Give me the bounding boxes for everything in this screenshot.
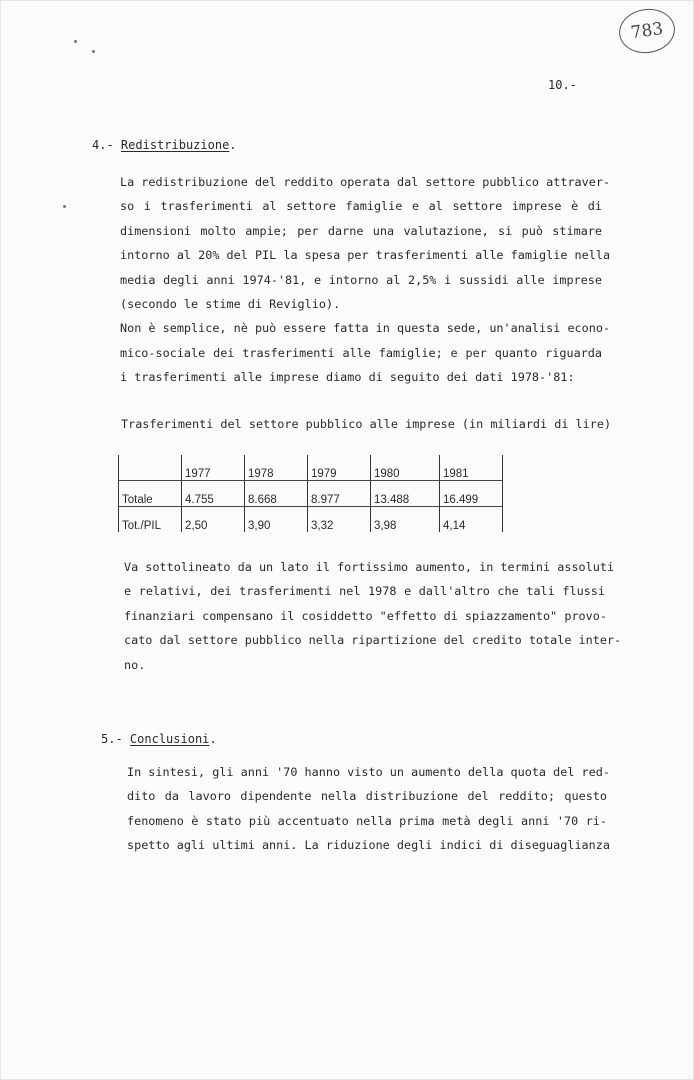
section-number: 4.- <box>92 138 114 152</box>
section-title: Conclusioni <box>129 732 210 746</box>
table-cell: 8.977 <box>308 481 371 507</box>
table-header-cell: 1979 <box>308 455 371 481</box>
text-line: dimensioni molto ampie; per darne una valutazione, si può stimare <box>120 223 602 238</box>
table-cell <box>119 455 182 481</box>
table-row <box>119 481 504 507</box>
table-row <box>119 507 504 533</box>
table-cell: 2,50 <box>182 507 245 533</box>
section-number: 5.- <box>101 732 123 746</box>
section-4-body <box>120 170 611 390</box>
text-line: fenomeno è stato più accentuato nella prima metà degli anni '70 ri- <box>127 813 607 828</box>
section-heading-4: 4.- Redistribuzione. <box>92 138 237 152</box>
table-caption: Trasferimenti del settore pubblico alle imprese (in miliardi di lire) <box>121 417 612 431</box>
table-cell: 4,14 <box>440 507 503 533</box>
section-heading-5: 5.- Conclusioni. <box>101 732 217 746</box>
table-header-cell: 1978 <box>245 455 308 481</box>
table-header-row <box>119 455 504 481</box>
section-title: Redistribuzione <box>120 138 230 152</box>
text-line: (secondo le stime di Reviglio). <box>120 297 341 312</box>
text-line: finanziari compensano il cosiddetto "effetto di spiazzamento" provo- <box>124 608 607 623</box>
text-line: cato dal settore pubblico nella ripartizione del credito totale inter- <box>124 633 622 648</box>
text-line: no. <box>124 657 146 672</box>
table-header-cell: 1980 <box>371 455 440 481</box>
text-line: In sintesi, gli anni '70 hanno visto un aumento della quota del red- <box>127 765 610 779</box>
table-row-label: Tot./PIL <box>119 507 182 533</box>
text-line: e relativi, dei trasferimenti nel 1978 e dall'altro che tali flussi <box>124 584 605 599</box>
table-header-cell: 1977 <box>182 455 245 481</box>
stamp-number: 783 <box>629 18 665 44</box>
text-line: La redistribuzione del reddito operata dal settore pubblico attraver- <box>120 175 611 189</box>
table-cell: 3,98 <box>371 507 440 533</box>
text-line: Va sottolineato da un lato il fortissimo aumento, in termini assoluti <box>124 560 615 574</box>
text-line: Non è semplice, nè può essere fatta in questa sede, un'analisi econo- <box>120 321 611 336</box>
table-cell: 16.499 <box>440 481 503 507</box>
table-row-label: Totale <box>119 481 182 507</box>
scan-speck <box>92 50 95 53</box>
text-line: spetto agli ultimi anni. La riduzione degli indici di diseguaglianza <box>127 838 610 853</box>
after-table-body <box>124 555 622 677</box>
table-cell: 3,32 <box>308 507 371 533</box>
text-line: i trasferimenti alle imprese diamo di seguito dei dati 1978-'81: <box>120 370 575 385</box>
page-number: 10.- <box>548 78 577 92</box>
text-line: so i trasferimenti al settore famiglie e al settore imprese è di <box>120 199 602 214</box>
page-stamp <box>616 5 678 56</box>
scan-speck <box>63 205 66 208</box>
transfers-table <box>118 455 503 532</box>
scan-speck <box>74 40 77 43</box>
text-line: intorno al 20% del PIL la spesa per trasferimenti alle famiglie nella <box>120 248 611 263</box>
text-line: media degli anni 1974-'81, e intorno al 2,5% i sussidi alle imprese <box>120 272 602 287</box>
table-cell: 13.488 <box>371 481 440 507</box>
table-cell: 4.755 <box>182 481 245 507</box>
text-line: dito da lavoro dipendente nella distribuzione del reddito; questo <box>127 789 607 804</box>
table-header-cell: 1981 <box>440 455 503 481</box>
table-cell: 3,90 <box>245 507 308 533</box>
section-5-body <box>127 760 610 858</box>
text-line: mico-sociale dei trasferimenti alle famiglie; e per quanto riguarda <box>120 345 602 360</box>
table-cell: 8.668 <box>245 481 308 507</box>
